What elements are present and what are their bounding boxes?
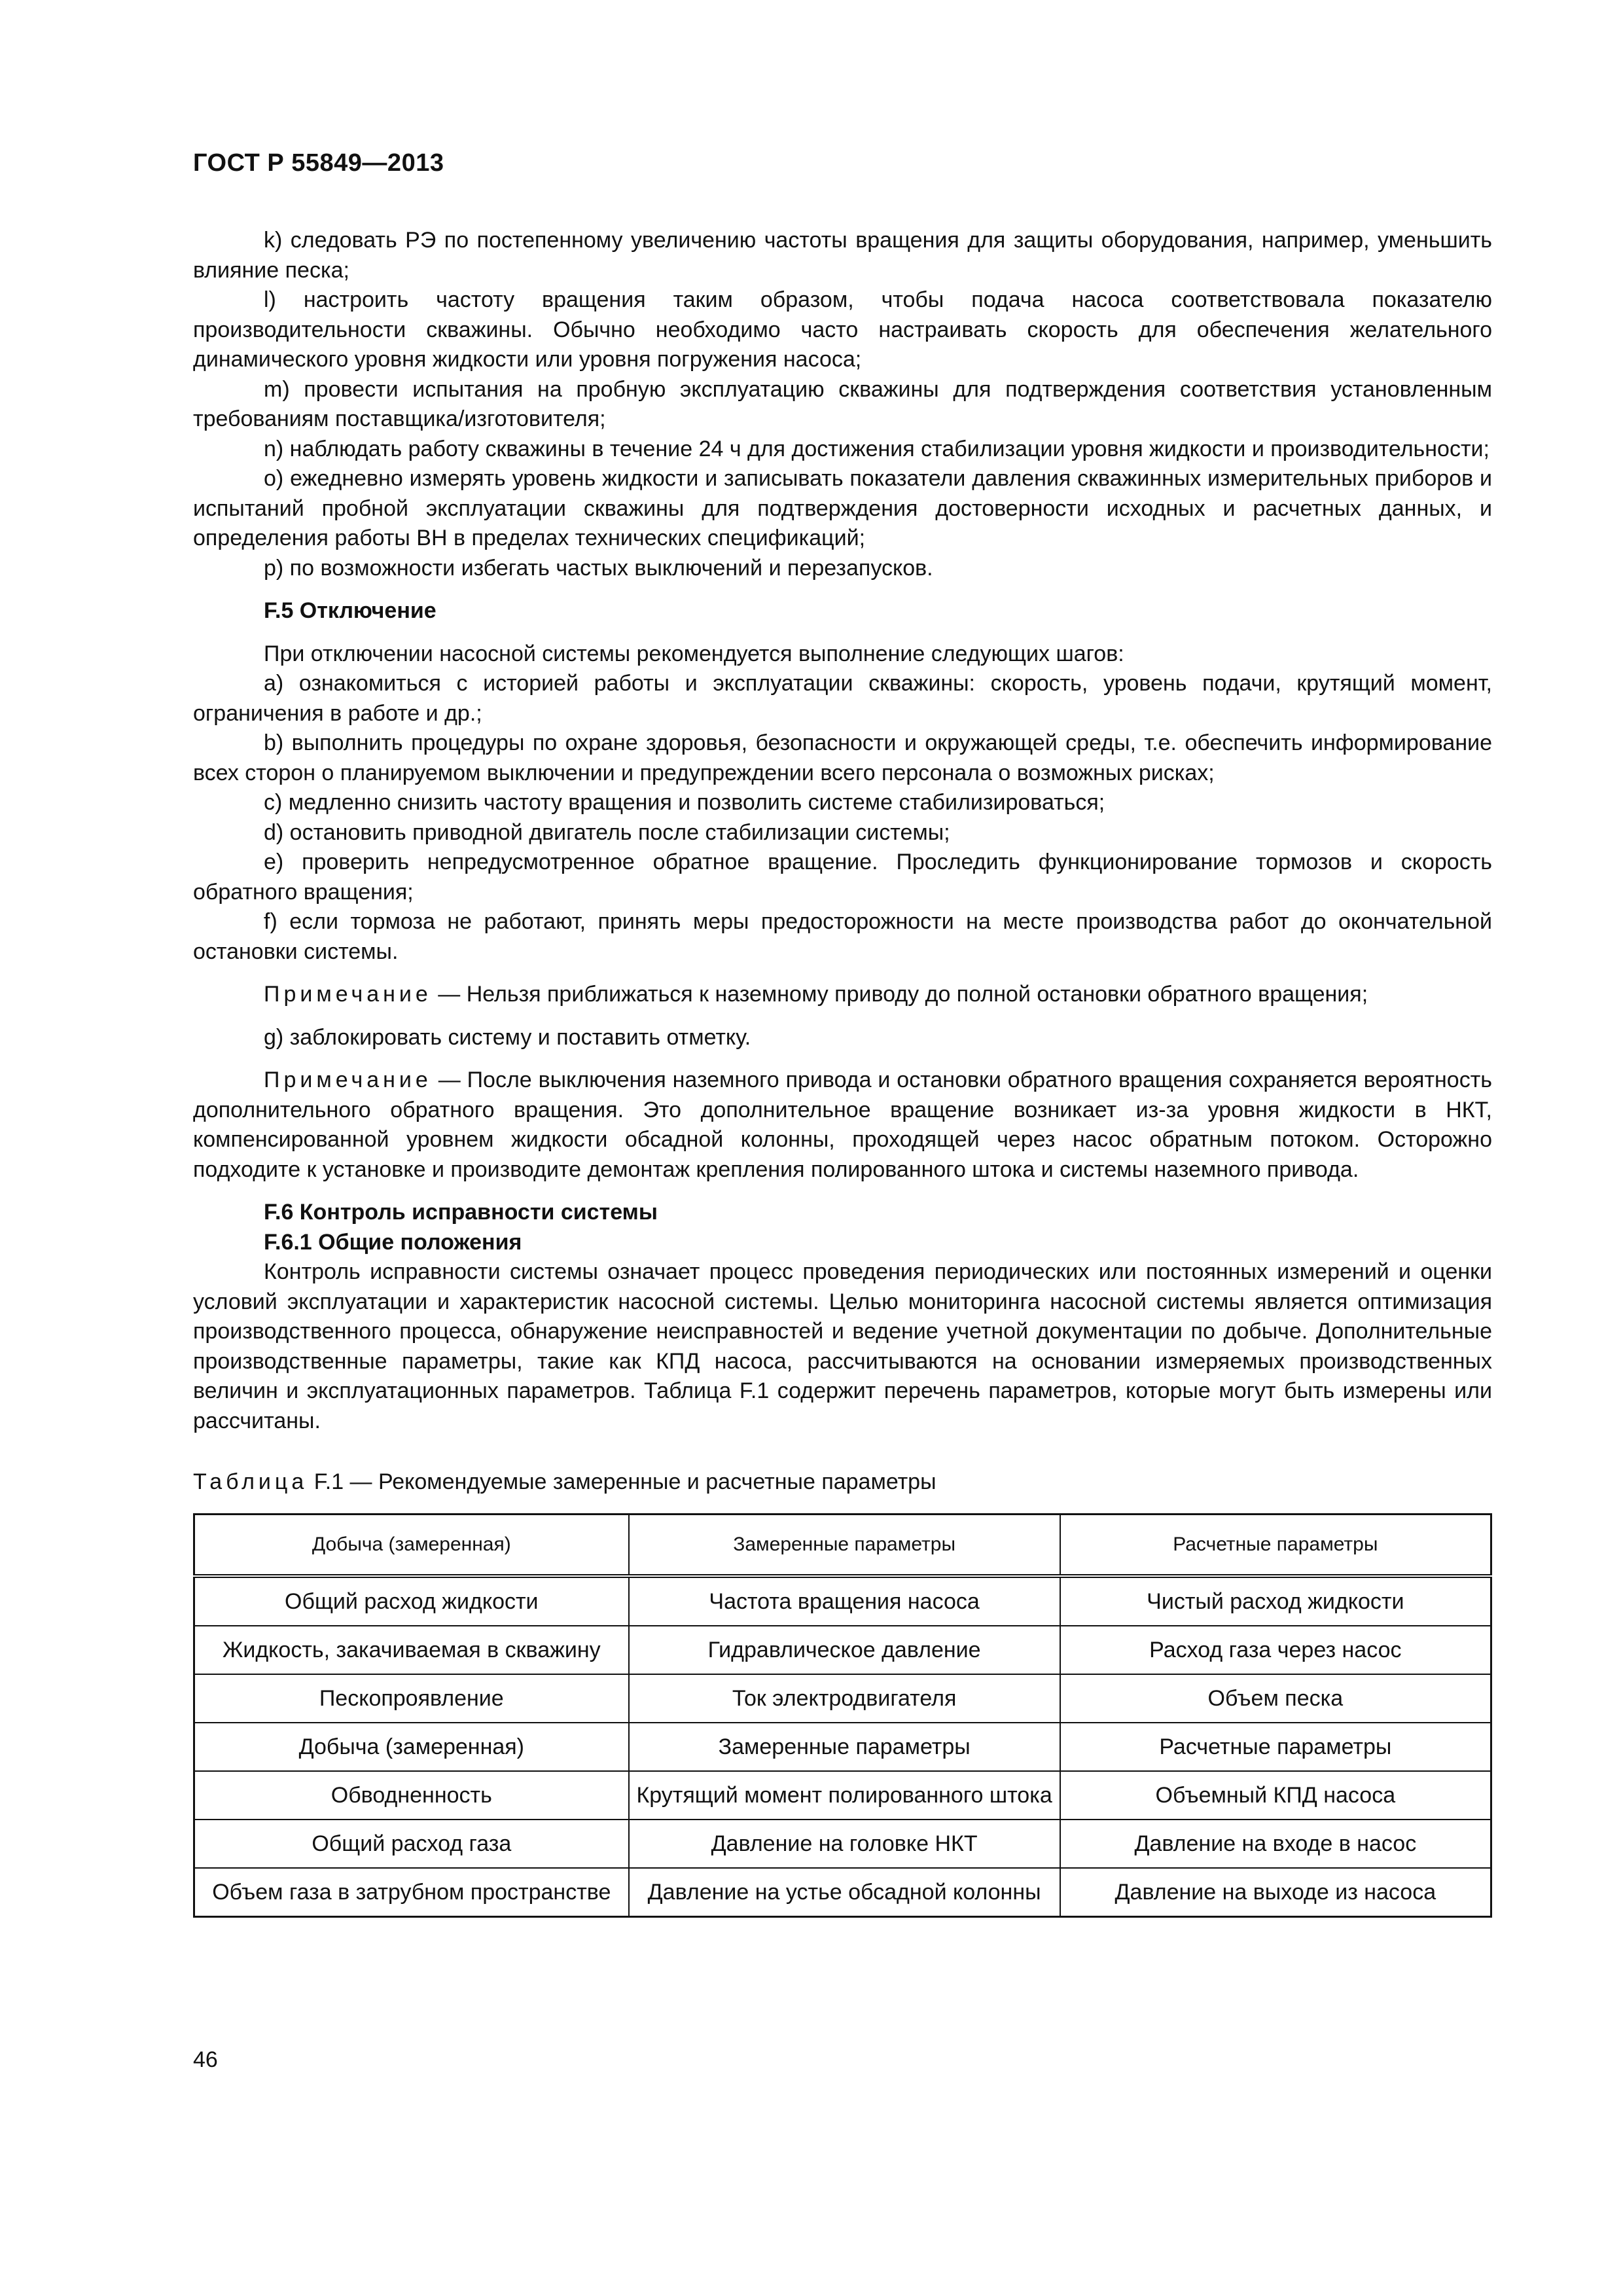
step-b: b) выполнить процедуры по охране здоровья, безопасности и окружающей среды, т.е. обеспечить информирование всех сторон о планируемом выключении и предупреждении всего персонала о возможных рисках; xyxy=(193,730,1492,785)
table-cell: Давление на выходе из насоса xyxy=(1060,1868,1491,1917)
list-item-n: n) наблюдать работу скважины в течение 24 ч для достижения стабилизации уровня жидкости и производительности; xyxy=(264,436,1489,461)
step-e: e) проверить непредусмотренное обратное вращение. Проследить функционирование тормозов и скорость обратного вращения; xyxy=(193,850,1492,905)
table-cell: Обводненность xyxy=(194,1771,629,1820)
list-item-k: k) следовать РЭ по постепенному увеличению частоты вращения для защиты оборудования, например, уменьшить влияние песка; xyxy=(193,228,1492,283)
table-cell: Давление на входе в насос xyxy=(1060,1820,1491,1868)
table-cell: Объемный КПД насоса xyxy=(1060,1771,1491,1820)
section-f5-heading: F.5 Отключение xyxy=(264,598,437,623)
table-cell: Давление на устье обсадной колонны xyxy=(629,1868,1060,1917)
table-cell: Добыча (замеренная) xyxy=(194,1723,629,1771)
page-number: 46 xyxy=(193,2047,218,2072)
document-header: ГОСТ Р 55849—2013 xyxy=(193,149,444,177)
table-row xyxy=(194,1674,1491,1723)
table-cell: Пескопроявление xyxy=(194,1674,629,1723)
list-item-o: o) ежедневно измерять уровень жидкости и записывать показатели давления скважинных измерительных приборов и испытаний пробной эксплуатации скважины для подтверждения достоверности исходных и расчетных данных, и определения работы ВН в пределах технических спецификаций; xyxy=(193,466,1492,550)
note-2 xyxy=(193,1066,1492,1185)
section-f61-heading: F.6.1 Общие положения xyxy=(264,1229,522,1255)
step-c: c) медленно снизить частоту вращения и позволить системе стабилизироваться; xyxy=(264,790,1105,815)
table-cell: Частота вращения насоса xyxy=(629,1576,1060,1626)
list-item-l: l) настроить частоту вращения таким образом, чтобы подача насоса соответствовала показателю производительности скважины. Обычно необходимо часто настраивать скорость для обеспечения желательного динамического уровня жидкости или уровня погружения насоса; xyxy=(193,287,1492,372)
table-header-cell: Добыча (замеренная) xyxy=(194,1514,629,1576)
table-cell: Гидравлическое давление xyxy=(629,1626,1060,1674)
note-1-label: Примечание xyxy=(264,982,432,1007)
section-f5-intro: При отключении насосной системы рекомендуется выполнение следующих шагов: xyxy=(264,641,1124,666)
table-row xyxy=(194,1626,1491,1674)
step-a: a) ознакомиться с историей работы и эксплуатации скважины: скорость, уровень подачи, крутящий момент, ограничения в работе и др.; xyxy=(193,671,1492,726)
table-header-row xyxy=(194,1514,1491,1576)
step-d: d) остановить приводной двигатель после стабилизации системы; xyxy=(264,819,950,845)
table-row xyxy=(194,1771,1491,1820)
list-item-m: m) провести испытания на пробную эксплуатацию скважины для подтверждения соответствия установленным требованиям поставщика/изготовителя; xyxy=(193,376,1492,431)
note-1 xyxy=(193,980,1492,1010)
table-row xyxy=(194,1576,1491,1626)
table-cell: Объем песка xyxy=(1060,1674,1491,1723)
table-header-cell: Расчетные параметры xyxy=(1060,1514,1491,1576)
note-2-text: — После выключения наземного привода и остановки обратного вращения сохраняется вероятность дополнительного обратного вращения. Это дополнительное вращение возникает из-за уровня жидкости в НКТ, компенсированной уровнем жидкости обсадной колонны, проходящей через насос обратным потоком. Осторожно подходите к установке и производите демонтаж крепления полированного штока и системы наземного привода. xyxy=(193,1067,1492,1182)
list-item-p: p) по возможности избегать частых выключений и перезапусков. xyxy=(264,555,933,581)
table-cell: Расход газа через насос xyxy=(1060,1626,1491,1674)
table-row xyxy=(194,1723,1491,1771)
table-row xyxy=(194,1868,1491,1917)
section-f61-body: Контроль исправности системы означает процесс проведения периодических или постоянных измерений и оценки условий эксплуатации и характеристик насосной системы. Целью мониторинга насосной системы является оптимизация производственного процесса, обнаружение неисправностей и ведение учетной документации по добыче. Дополнительные производственные параметры, такие как КПД насоса, рассчитываются на основании измеряемых производственных величин и эксплуатационных параметров. Таблица F.1 содержит перечень параметров, которые могут быть измерены или рассчитаны. xyxy=(193,1259,1492,1433)
step-f: f) если тормоза не работают, принять меры предосторожности на месте производства работ до окончательной остановки системы. xyxy=(193,909,1492,964)
table-cell: Общий расход жидкости xyxy=(194,1576,629,1626)
table-caption-text: F.1 — Рекомендуемые замеренные и расчетные параметры xyxy=(308,1469,936,1494)
table-caption xyxy=(193,1467,1492,1498)
table-cell: Крутящий момент полированного штока xyxy=(629,1771,1060,1820)
section-f6-heading: F.6 Контроль исправности системы xyxy=(264,1200,658,1225)
table-cell: Расчетные параметры xyxy=(1060,1723,1491,1771)
note-1-text: — Нельзя приближаться к наземному приводу до полной остановки обратного вращения; xyxy=(431,982,1368,1007)
document-body xyxy=(193,226,1492,1918)
table-cell: Замеренные параметры xyxy=(629,1723,1060,1771)
table-cell: Давление на головке НКТ xyxy=(629,1820,1060,1868)
table-cell: Объем газа в затрубном пространстве xyxy=(194,1868,629,1917)
table-row xyxy=(194,1820,1491,1868)
table-cell: Чистый расход жидкости xyxy=(1060,1576,1491,1626)
note-2-label: Примечание xyxy=(264,1067,432,1092)
table-cell: Жидкость, закачиваемая в скважину xyxy=(194,1626,629,1674)
table-cell: Общий расход газа xyxy=(194,1820,629,1868)
parameters-table xyxy=(193,1513,1492,1918)
step-g: g) заблокировать систему и поставить отметку. xyxy=(264,1024,751,1050)
table-caption-label: Таблица xyxy=(193,1469,308,1494)
table-cell: Ток электродвигателя xyxy=(629,1674,1060,1723)
table-header-cell: Замеренные параметры xyxy=(629,1514,1060,1576)
